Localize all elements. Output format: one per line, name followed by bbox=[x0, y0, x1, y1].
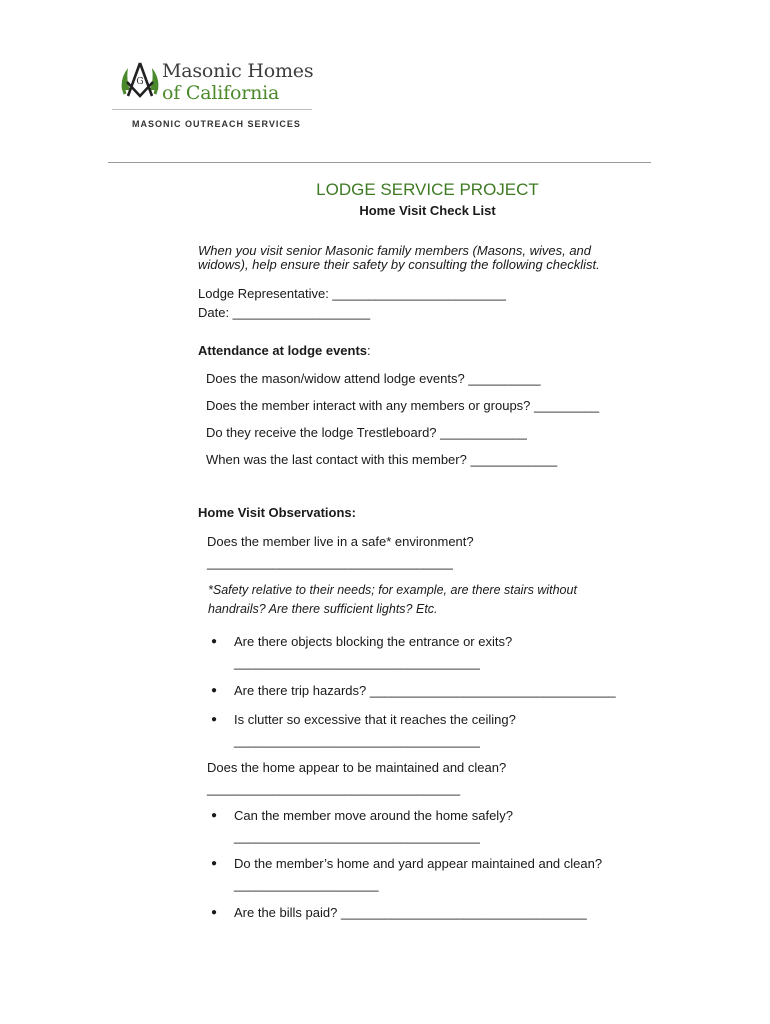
logo-line2: of California bbox=[162, 82, 280, 104]
bullet-icon: ● bbox=[211, 858, 218, 869]
date-field[interactable]: Date: ___________________ bbox=[198, 305, 371, 320]
observations-heading: Home Visit Observations: bbox=[198, 505, 356, 520]
logo bbox=[112, 58, 322, 138]
attendance-heading-colon: : bbox=[367, 343, 371, 358]
square-compass-icon bbox=[118, 60, 162, 102]
attendance-question-3[interactable]: Do they receive the lodge Trestleboard? ____________ bbox=[206, 425, 527, 440]
logo-line1: Masonic Homes bbox=[162, 60, 314, 82]
logo-subtitle: MASONIC OUTREACH SERVICES bbox=[132, 119, 301, 129]
safety-note-line1: *Safety relative to their needs; for example, are there stairs without bbox=[208, 583, 577, 597]
attendance-question-2[interactable]: Does the member interact with any members or groups? _________ bbox=[206, 398, 600, 413]
bullet-item-objects-answer-line[interactable]: __________________________________ bbox=[234, 655, 480, 670]
bullet-icon: ● bbox=[211, 714, 218, 725]
page-subtitle: Home Visit Check List bbox=[359, 203, 496, 218]
bullet-icon: ● bbox=[211, 810, 218, 821]
logo-divider bbox=[112, 109, 312, 110]
safe-environment-question: Does the member live in a safe* environment? bbox=[207, 534, 474, 549]
attendance-heading bbox=[198, 343, 371, 358]
maintained-question: Does the home appear to be maintained and clean? bbox=[207, 760, 507, 775]
intro-line2: widows), help ensure their safety by consulting the following checklist. bbox=[198, 257, 600, 272]
bullet-item-clutter-answer-line[interactable]: __________________________________ bbox=[234, 733, 480, 748]
bullet-item-bills-paid[interactable]: Are the bills paid? __________________________________ bbox=[234, 905, 587, 920]
page-title: LODGE SERVICE PROJECT bbox=[316, 180, 539, 199]
bullet-item-clutter: Is clutter so excessive that it reaches the ceiling? bbox=[234, 712, 516, 727]
attendance-question-4[interactable]: When was the last contact with this member? ____________ bbox=[206, 452, 558, 467]
representative-field[interactable]: Lodge Representative: ________________________ bbox=[198, 286, 506, 301]
intro-line1: When you visit senior Masonic family members (Masons, wives, and bbox=[198, 243, 592, 258]
header-divider bbox=[108, 162, 651, 163]
bullet-item-objects: Are there objects blocking the entrance or exits? bbox=[234, 634, 513, 649]
maintained-answer-line[interactable]: ___________________________________ bbox=[207, 781, 461, 796]
bullet-icon: ● bbox=[211, 636, 218, 647]
bullet-item-home-yard-answer-line[interactable]: ____________________ bbox=[234, 877, 379, 892]
attendance-heading-text: Attendance at lodge events bbox=[198, 343, 368, 358]
bullet-item-move-safely-answer-line[interactable]: __________________________________ bbox=[234, 829, 480, 844]
attendance-question-1[interactable]: Does the mason/widow attend lodge events? __________ bbox=[206, 371, 541, 386]
logo-mark-letter: G bbox=[136, 77, 144, 87]
safe-environment-answer-line[interactable]: __________________________________ bbox=[207, 555, 453, 570]
bullet-item-home-yard: Do the member’s home and yard appear maintained and clean? bbox=[234, 856, 603, 871]
bullet-icon: ● bbox=[211, 907, 218, 918]
bullet-icon: ● bbox=[211, 685, 218, 696]
bullet-item-move-safely: Can the member move around the home safely? bbox=[234, 808, 513, 823]
safety-note-line2: handrails? Are there sufficient lights? Etc. bbox=[208, 602, 438, 616]
bullet-item-trip-hazards[interactable]: Are there trip hazards? __________________________________ bbox=[234, 683, 616, 698]
